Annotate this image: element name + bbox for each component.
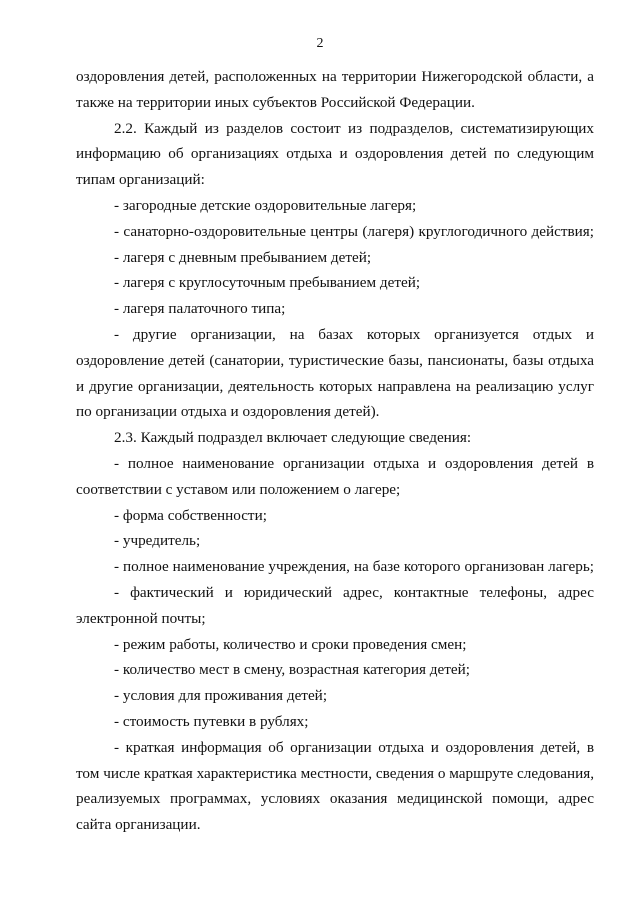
list-item-full-name: - полное наименование организации отдыха и оздоровления детей в соответствии с уставом или положением о лагере; [76,454,594,498]
list-item-tent-camps: - лагеря палаточного типа; [114,300,286,318]
list-item-founder: - учредитель; [114,532,201,550]
list-item-day-camps: - лагеря с дневным пребыванием детей; [114,248,372,266]
list-item-ownership-form: - форма собственности; [114,506,267,524]
paragraph-2-2: 2.2. Каждый из разделов состоит из подразделов, систематизирующих информацию об организациях отдыха и оздоровления детей по следующим типам организаций: [76,119,594,189]
list-item-addresses: - фактический и юридический адрес, контактные телефоны, адрес электронной почты; [76,583,594,627]
list-item-sanatorium-centers: - санаторно-оздоровительные центры (лагеря) круглогодичного действия; [114,222,594,240]
page-body [76,64,594,838]
list-item-round-the-clock-camps: - лагеря с круглосуточным пребыванием детей; [114,274,421,292]
list-item-brief-information: - краткая информация об организации отдыха и оздоровления детей, в том числе краткая характеристика местности, сведения о маршруте следования, реализуемых программах, условиях оказания медицинской помощи, адрес сайта организации. [76,738,594,834]
list-item-country-camps: - загородные детские оздоровительные лагеря; [114,196,417,214]
list-item-living-conditions: - условия для проживания детей; [114,687,328,705]
list-item-places-age: - количество мест в смену, возрастная категория детей; [114,661,470,679]
list-item-institution-name: - полное наименование учреждения, на базе которого организован лагерь; [114,558,594,576]
list-item-voucher-cost: - стоимость путевки в рублях; [114,712,309,730]
list-item-work-schedule: - режим работы, количество и сроки проведения смен; [114,635,467,653]
paragraph-2-3: 2.3. Каждый подраздел включает следующие сведения: [114,429,472,447]
list-item-other-organizations: - другие организации, на базах которых организуется отдых и оздоровление детей (санатории, туристические базы, пансионаты, базы отдыха и другие организации, деятельность которых направлена на реализацию услуг по организации отдыха и оздоровления детей). [76,325,594,421]
paragraph-continuation: оздоровления детей, расположенных на территории Нижегородской области, а также на территории иных субъектов Российской Федерации. [76,68,594,111]
page-number: 2 [316,36,324,51]
